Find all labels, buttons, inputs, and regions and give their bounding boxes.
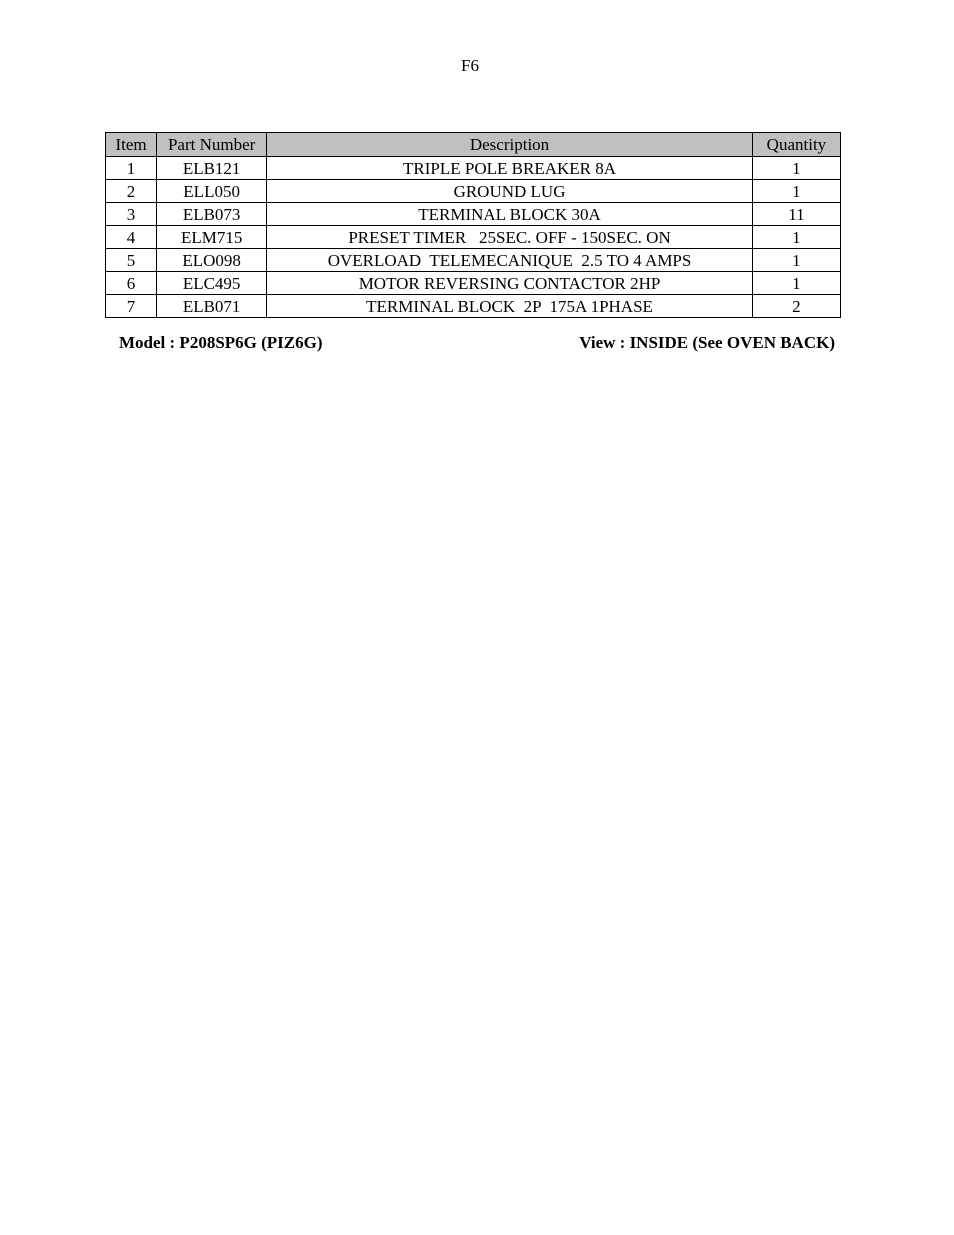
cell-description: TRIPLE POLE BREAKER 8A [267,157,753,180]
cell-item: 1 [106,157,157,180]
cell-quantity: 11 [752,203,840,226]
table-row [106,272,841,295]
cell-part-number: ELB073 [157,203,267,226]
cell-item: 4 [106,226,157,249]
cell-quantity: 1 [752,272,840,295]
cell-description: TERMINAL BLOCK 2P 175A 1PHASE [267,295,753,318]
header-item: Item [106,133,157,157]
parts-table [105,132,841,318]
header-description: Description [267,133,753,157]
table-header-row [106,133,841,157]
cell-part-number: ELB121 [157,157,267,180]
cell-part-number: ELL050 [157,180,267,203]
cell-description: GROUND LUG [267,180,753,203]
cell-part-number: ELM715 [157,226,267,249]
cell-part-number: ELO098 [157,249,267,272]
table-row [106,203,841,226]
cell-description: PRESET TIMER 25SEC. OFF - 150SEC. ON [267,226,753,249]
cell-item: 3 [106,203,157,226]
cell-item: 6 [106,272,157,295]
cell-quantity: 2 [752,295,840,318]
header-quantity: Quantity [752,133,840,157]
page-header: F6 [461,56,479,75]
table-row [106,180,841,203]
cell-item: 2 [106,180,157,203]
view-label: View : INSIDE (See OVEN BACK) [579,333,835,352]
table-row [106,157,841,180]
cell-quantity: 1 [752,226,840,249]
table-row [106,249,841,272]
cell-quantity: 1 [752,157,840,180]
cell-quantity: 1 [752,249,840,272]
cell-description: OVERLOAD TELEMECANIQUE 2.5 TO 4 AMPS [267,249,753,272]
cell-part-number: ELC495 [157,272,267,295]
table-row [106,295,841,318]
cell-description: MOTOR REVERSING CONTACTOR 2HP [267,272,753,295]
table-row [106,226,841,249]
cell-part-number: ELB071 [157,295,267,318]
cell-item: 5 [106,249,157,272]
cell-item: 7 [106,295,157,318]
cell-quantity: 1 [752,180,840,203]
cell-description: TERMINAL BLOCK 30A [267,203,753,226]
header-part-number: Part Number [157,133,267,157]
model-label: Model : P208SP6G (PIZ6G) [119,333,323,352]
